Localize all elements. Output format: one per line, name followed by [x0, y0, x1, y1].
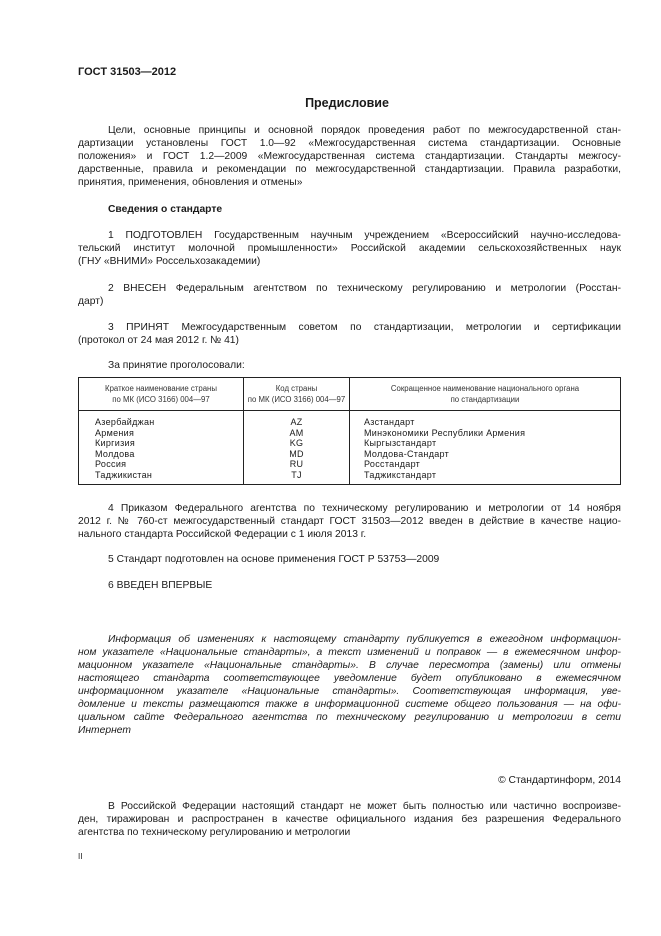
header-code	[244, 378, 350, 411]
text-line: 2 ВНЕСЕН Федеральным агентством по техническому регулированию и метрологии (Росстан-	[108, 283, 621, 294]
table-row	[79, 428, 621, 439]
voted-label: За принятие проголосовали:	[108, 360, 245, 371]
text-line: 2012 г. № 760-ст межгосударственный стандарт ГОСТ 31503—2012 введен в действие в качестве нацио-	[78, 516, 621, 527]
table-row	[79, 449, 621, 460]
country-cell: Таджикистан	[79, 470, 244, 484]
header-line: по стандартизации	[450, 395, 520, 404]
rights-paragraph	[78, 800, 621, 839]
notice-paragraph	[78, 633, 621, 737]
text-line: ден, тиражирован и распространен в качестве официального издания без разрешения Федерального	[78, 814, 621, 825]
item-4-order	[78, 502, 621, 541]
text-line: нального стандарта Российской Федерации с 1 июля 2013 г.	[78, 529, 367, 540]
body-cell: Азстандарт	[350, 411, 621, 428]
text-line: дарт)	[78, 296, 104, 307]
country-cell: Молдова	[79, 449, 244, 460]
text-line: Цели, основные принципы и основной порядок проведения работ по межгосударственной стан-	[108, 125, 621, 136]
table-header-row	[79, 378, 621, 411]
country-cell: Азербайджан	[79, 411, 244, 428]
body-cell: Таджикстандарт	[350, 470, 621, 484]
table-row	[79, 459, 621, 470]
text-line: принятия, применения, обновления и отмены»	[78, 177, 303, 188]
text-line: домление и тексты размещаются также в информационной системе общего пользования — на офи-	[78, 699, 621, 710]
code-cell: TJ	[244, 470, 350, 484]
code-cell: MD	[244, 449, 350, 460]
table-row	[79, 411, 621, 428]
copyright: © Стандартинформ, 2014	[498, 775, 621, 786]
code-cell: AM	[244, 428, 350, 439]
item-3-adopted	[78, 321, 621, 347]
header-line: по МК (ИСО 3166) 004—97	[112, 395, 210, 404]
text-line: дартизации установлены ГОСТ 1.0—92 «Межгосударственная система стандартизации. Основные	[78, 138, 621, 149]
text-line: положения» и ГОСТ 1.2—2009 «Межгосударственная система стандартизации. Стандарты межгосу-	[78, 151, 621, 162]
code-cell: AZ	[244, 411, 350, 428]
text-line: В Российской Федерации настоящий стандарт не может быть полностью или частично воспроизве-	[108, 801, 621, 812]
text-line: агентства по техническому регулированию и метрологии	[78, 827, 351, 838]
header-line: по МК (ИСО 3166) 004—97	[247, 395, 346, 404]
text-line: (протокол от 24 мая 2012 г. № 41)	[78, 335, 239, 346]
text-line: 1 ПОДГОТОВЛЕН Государственным научным учреждением «Всероссийский научно-исследова-	[108, 230, 621, 241]
country-cell: Армения	[79, 428, 244, 439]
text-line: дарственные, правила и рекомендации по межгосударственной стандартизации. Правила разработки,	[78, 164, 621, 175]
header-line: Сокращенное наименование национального органа	[390, 384, 580, 393]
text-line: (ГНУ «ВНИМИ» Россельхозакадемии)	[78, 256, 261, 267]
item-5-basis: 5 Стандарт подготовлен на основе применения ГОСТ Р 53753—2009	[108, 554, 440, 565]
table-row	[79, 470, 621, 484]
header-body	[350, 378, 621, 411]
body-cell: Молдова-Стандарт	[350, 449, 621, 460]
text-line: 4 Приказом Федерального агентства по техническому регулированию и метрологии от 14 ноября	[108, 503, 621, 514]
text-line: Интернет	[78, 725, 131, 736]
text-line: циальном сайте Федерального агентства по техническому регулированию и метрологии в сети	[78, 712, 621, 723]
info-heading: Сведения о стандарте	[108, 204, 223, 215]
header-line: Краткое наименование страны	[105, 384, 217, 393]
item-2-introduced	[78, 282, 621, 308]
document-code: ГОСТ 31503—2012	[78, 66, 177, 78]
body-cell: Минэкономики Республики Армения	[350, 428, 621, 439]
header-line: Код страны	[275, 384, 318, 393]
country-cell: Киргизия	[79, 438, 244, 449]
table-row	[79, 438, 621, 449]
code-cell: KG	[244, 438, 350, 449]
item-1-prepared	[78, 229, 621, 268]
page-title: Предисловие	[305, 96, 389, 110]
body-cell: Кыргызстандарт	[350, 438, 621, 449]
item-6-first: 6 ВВЕДЕН ВПЕРВЫЕ	[108, 580, 213, 591]
voting-table	[78, 377, 621, 485]
body-cell: Росстандарт	[350, 459, 621, 470]
text-line: мационном указателе «Национальные стандарты». В случае пересмотра (замены) или отмены	[78, 660, 621, 671]
country-cell: Россия	[79, 459, 244, 470]
text-line: информационном указателе «Национальные стандарты». Соответствующая информация, уве-	[78, 686, 621, 697]
intro-paragraph	[78, 124, 621, 189]
text-line: ном указателе «Национальные стандарты», а текст изменений и поправок — в ежемесячном инфор-	[78, 647, 621, 658]
text-line: 3 ПРИНЯТ Межгосударственным советом по стандартизации, метрологии и сертификации	[108, 322, 621, 333]
text-line: тельский институт молочной промышленности» Российской академии сельскохозяйственных наук	[78, 243, 621, 254]
page-number: II	[78, 852, 83, 861]
text-line: настоящего стандарта соответствующее уведомление будет опубликовано в ежемесячном	[78, 673, 621, 684]
code-cell: RU	[244, 459, 350, 470]
header-country	[79, 378, 244, 411]
text-line: Информация об изменениях к настоящему стандарту публикуется в ежегодном информацион-	[108, 634, 621, 645]
